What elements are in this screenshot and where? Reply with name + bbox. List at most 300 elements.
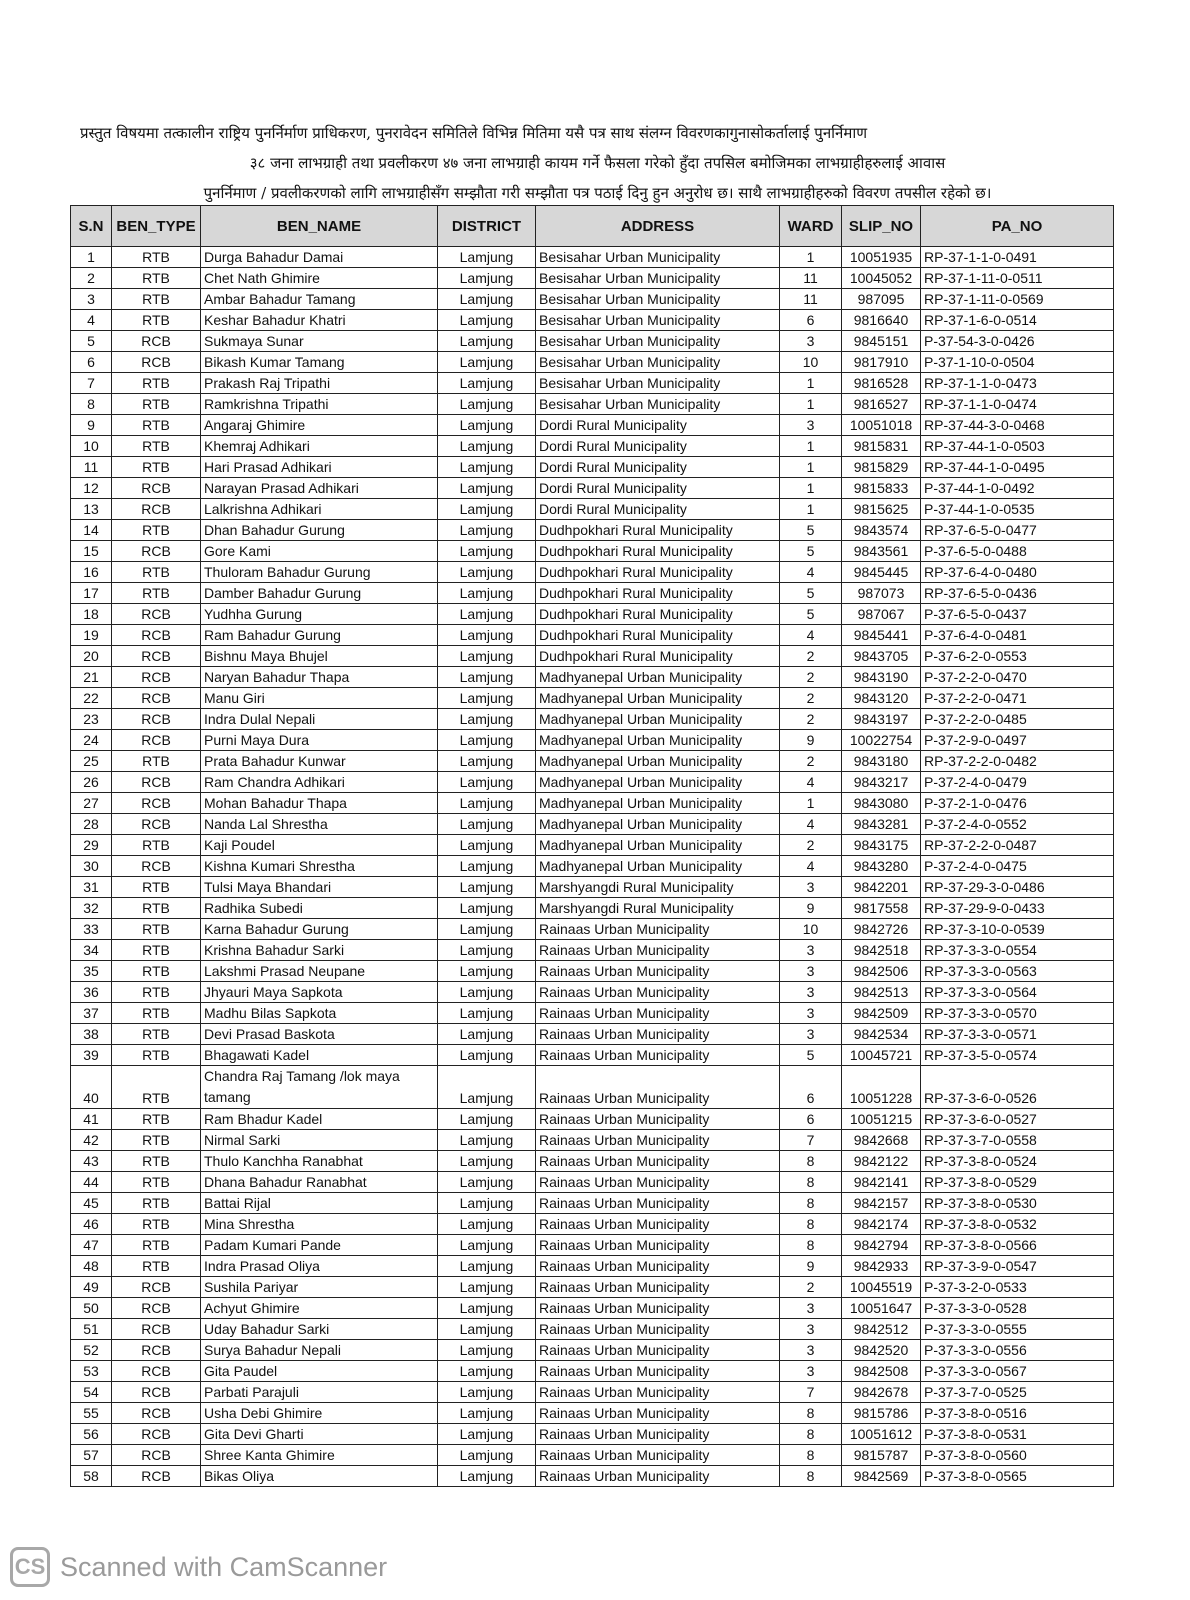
cell-sn: 27 bbox=[71, 793, 112, 814]
cell-slip-no: 9842509 bbox=[842, 1003, 921, 1024]
table-row bbox=[71, 1109, 1114, 1130]
cell-district: Lamjung bbox=[438, 1445, 536, 1466]
cell-ben-type: RTB bbox=[112, 415, 201, 436]
cell-ward: 3 bbox=[780, 1298, 842, 1319]
table-row bbox=[71, 877, 1114, 898]
cell-slip-no: 10022754 bbox=[842, 730, 921, 751]
cell-pa-no: RP-37-2-2-0-0487 bbox=[921, 835, 1114, 856]
table-row bbox=[71, 499, 1114, 520]
cell-district: Lamjung bbox=[438, 688, 536, 709]
cell-sn: 53 bbox=[71, 1361, 112, 1382]
cell-ward: 5 bbox=[780, 1045, 842, 1066]
cell-ben-name: Gore Kami bbox=[201, 541, 438, 562]
cell-district: Lamjung bbox=[438, 499, 536, 520]
cell-address: Dudhpokhari Rural Municipality bbox=[536, 625, 780, 646]
cell-pa-no: P-37-2-2-0-0471 bbox=[921, 688, 1114, 709]
cell-slip-no: 9843217 bbox=[842, 772, 921, 793]
cell-address: Madhyanepal Urban Municipality bbox=[536, 730, 780, 751]
table-row bbox=[71, 1298, 1114, 1319]
cell-address: Rainaas Urban Municipality bbox=[536, 1172, 780, 1193]
cell-ben-name: Jhyauri Maya Sapkota bbox=[201, 982, 438, 1003]
cell-sn: 23 bbox=[71, 709, 112, 730]
cell-sn: 39 bbox=[71, 1045, 112, 1066]
header-pa-no: PA_NO bbox=[921, 206, 1114, 247]
cell-ben-name: Khemraj Adhikari bbox=[201, 436, 438, 457]
cell-ben-type: RTB bbox=[112, 373, 201, 394]
cell-address: Marshyangdi Rural Municipality bbox=[536, 898, 780, 919]
cell-address: Marshyangdi Rural Municipality bbox=[536, 877, 780, 898]
table-row bbox=[71, 1361, 1114, 1382]
cell-pa-no: RP-37-3-8-0-0530 bbox=[921, 1193, 1114, 1214]
cell-address: Madhyanepal Urban Municipality bbox=[536, 688, 780, 709]
cell-ben-name: Nirmal Sarki bbox=[201, 1130, 438, 1151]
cell-address: Madhyanepal Urban Municipality bbox=[536, 814, 780, 835]
cell-slip-no: 9842678 bbox=[842, 1382, 921, 1403]
cell-pa-no: RP-37-1-6-0-0514 bbox=[921, 310, 1114, 331]
cell-district: Lamjung bbox=[438, 730, 536, 751]
table-row bbox=[71, 1214, 1114, 1235]
cell-pa-no: P-37-3-3-0-0555 bbox=[921, 1319, 1114, 1340]
cell-district: Lamjung bbox=[438, 289, 536, 310]
cell-ben-type: RCB bbox=[112, 730, 201, 751]
cell-district: Lamjung bbox=[438, 1466, 536, 1487]
cell-slip-no: 9843190 bbox=[842, 667, 921, 688]
cell-ward: 8 bbox=[780, 1172, 842, 1193]
cell-sn: 36 bbox=[71, 982, 112, 1003]
cell-address: Rainaas Urban Municipality bbox=[536, 1466, 780, 1487]
cell-address: Besisahar Urban Municipality bbox=[536, 289, 780, 310]
cell-address: Besisahar Urban Municipality bbox=[536, 373, 780, 394]
cell-ben-type: RCB bbox=[112, 625, 201, 646]
table-row bbox=[71, 1235, 1114, 1256]
table-row bbox=[71, 1130, 1114, 1151]
cell-pa-no: RP-37-6-5-0-0436 bbox=[921, 583, 1114, 604]
cell-ben-type: RTB bbox=[112, 1045, 201, 1066]
cell-slip-no: 9842122 bbox=[842, 1151, 921, 1172]
table-row bbox=[71, 625, 1114, 646]
cell-sn: 4 bbox=[71, 310, 112, 331]
cell-ben-type: RCB bbox=[112, 772, 201, 793]
cell-district: Lamjung bbox=[438, 856, 536, 877]
cell-sn: 50 bbox=[71, 1298, 112, 1319]
cell-ben-type: RCB bbox=[112, 1382, 201, 1403]
cell-address: Besisahar Urban Municipality bbox=[536, 310, 780, 331]
table-row bbox=[71, 1403, 1114, 1424]
cell-district: Lamjung bbox=[438, 1298, 536, 1319]
cell-pa-no: RP-37-44-1-0-0495 bbox=[921, 457, 1114, 478]
cell-ben-type: RCB bbox=[112, 1319, 201, 1340]
cell-ward: 3 bbox=[780, 940, 842, 961]
cell-sn: 5 bbox=[71, 331, 112, 352]
cell-ben-type: RTB bbox=[112, 1109, 201, 1130]
cell-sn: 22 bbox=[71, 688, 112, 709]
cell-ben-name: Lalkrishna Adhikari bbox=[201, 499, 438, 520]
cell-ben-name: Radhika Subedi bbox=[201, 898, 438, 919]
cell-slip-no: 9816527 bbox=[842, 394, 921, 415]
cell-district: Lamjung bbox=[438, 835, 536, 856]
cell-district: Lamjung bbox=[438, 877, 536, 898]
table-row bbox=[71, 457, 1114, 478]
cell-ben-name: Ambar Bahadur Tamang bbox=[201, 289, 438, 310]
cell-address: Besisahar Urban Municipality bbox=[536, 352, 780, 373]
cell-pa-no: P-37-54-3-0-0426 bbox=[921, 331, 1114, 352]
cell-slip-no: 9843180 bbox=[842, 751, 921, 772]
cell-ward: 8 bbox=[780, 1214, 842, 1235]
cell-slip-no: 10051935 bbox=[842, 247, 921, 268]
cell-district: Lamjung bbox=[438, 793, 536, 814]
cell-ward: 1 bbox=[780, 499, 842, 520]
cell-slip-no: 987067 bbox=[842, 604, 921, 625]
cell-district: Lamjung bbox=[438, 751, 536, 772]
cell-ben-name: Parbati Parajuli bbox=[201, 1382, 438, 1403]
table-row bbox=[71, 289, 1114, 310]
cell-ward: 8 bbox=[780, 1235, 842, 1256]
cell-slip-no: 987073 bbox=[842, 583, 921, 604]
cell-ben-name: Surya Bahadur Nepali bbox=[201, 1340, 438, 1361]
cell-ben-type: RTB bbox=[112, 1066, 201, 1109]
cell-ward: 8 bbox=[780, 1466, 842, 1487]
cell-ward: 3 bbox=[780, 961, 842, 982]
table-row bbox=[71, 688, 1114, 709]
cell-sn: 12 bbox=[71, 478, 112, 499]
cell-pa-no: RP-37-6-4-0-0480 bbox=[921, 562, 1114, 583]
cell-ben-name: Narayan Prasad Adhikari bbox=[201, 478, 438, 499]
cell-address: Rainaas Urban Municipality bbox=[536, 1256, 780, 1277]
cell-district: Lamjung bbox=[438, 247, 536, 268]
cell-sn: 24 bbox=[71, 730, 112, 751]
cell-district: Lamjung bbox=[438, 1130, 536, 1151]
cell-address: Madhyanepal Urban Municipality bbox=[536, 709, 780, 730]
cell-slip-no: 9815625 bbox=[842, 499, 921, 520]
cell-address: Rainaas Urban Municipality bbox=[536, 1445, 780, 1466]
table-row bbox=[71, 856, 1114, 877]
cell-ben-type: RCB bbox=[112, 1403, 201, 1424]
cell-ward: 2 bbox=[780, 835, 842, 856]
cell-ward: 5 bbox=[780, 583, 842, 604]
cell-pa-no: RP-37-1-1-0-0491 bbox=[921, 247, 1114, 268]
cell-pa-no: RP-37-2-2-0-0482 bbox=[921, 751, 1114, 772]
header-ben-name: BEN_NAME bbox=[201, 206, 438, 247]
cell-ward: 1 bbox=[780, 478, 842, 499]
cell-pa-no: P-37-44-1-0-0535 bbox=[921, 499, 1114, 520]
cell-address: Rainaas Urban Municipality bbox=[536, 961, 780, 982]
cell-address: Rainaas Urban Municipality bbox=[536, 1109, 780, 1130]
cell-slip-no: 9817910 bbox=[842, 352, 921, 373]
cell-pa-no: P-37-6-5-0-0437 bbox=[921, 604, 1114, 625]
cell-ben-name: Prata Bahadur Kunwar bbox=[201, 751, 438, 772]
cell-slip-no: 9843120 bbox=[842, 688, 921, 709]
cell-ward: 7 bbox=[780, 1382, 842, 1403]
cell-sn: 49 bbox=[71, 1277, 112, 1298]
cell-pa-no: RP-37-3-3-0-0570 bbox=[921, 1003, 1114, 1024]
cell-district: Lamjung bbox=[438, 520, 536, 541]
table-row bbox=[71, 583, 1114, 604]
cell-pa-no: P-37-44-1-0-0492 bbox=[921, 478, 1114, 499]
cell-sn: 35 bbox=[71, 961, 112, 982]
cell-ben-type: RTB bbox=[112, 919, 201, 940]
cell-district: Lamjung bbox=[438, 1193, 536, 1214]
cell-ben-name: Keshar Bahadur Khatri bbox=[201, 310, 438, 331]
cell-pa-no: P-37-6-5-0-0488 bbox=[921, 541, 1114, 562]
cell-ward: 1 bbox=[780, 793, 842, 814]
cell-sn: 44 bbox=[71, 1172, 112, 1193]
cell-slip-no: 9817558 bbox=[842, 898, 921, 919]
cell-district: Lamjung bbox=[438, 394, 536, 415]
cell-district: Lamjung bbox=[438, 1109, 536, 1130]
watermark-text: Scanned with CamScanner bbox=[60, 1551, 388, 1582]
cell-ben-name: Mina Shrestha bbox=[201, 1214, 438, 1235]
cell-pa-no: P-37-3-7-0-0525 bbox=[921, 1382, 1114, 1403]
cell-ward: 5 bbox=[780, 520, 842, 541]
table-header-row bbox=[71, 206, 1114, 247]
cell-pa-no: RP-37-1-11-0-0511 bbox=[921, 268, 1114, 289]
cell-address: Besisahar Urban Municipality bbox=[536, 268, 780, 289]
header-ben-type: BEN_TYPE bbox=[112, 206, 201, 247]
cell-pa-no: RP-37-29-3-0-0486 bbox=[921, 877, 1114, 898]
cell-sn: 40 bbox=[71, 1066, 112, 1109]
cell-address: Rainaas Urban Municipality bbox=[536, 1403, 780, 1424]
intro-paragraph bbox=[80, 118, 1115, 208]
table-row bbox=[71, 1193, 1114, 1214]
cell-slip-no: 9845151 bbox=[842, 331, 921, 352]
cell-sn: 21 bbox=[71, 667, 112, 688]
cell-ward: 1 bbox=[780, 457, 842, 478]
cell-ben-name: Nanda Lal Shrestha bbox=[201, 814, 438, 835]
cell-district: Lamjung bbox=[438, 352, 536, 373]
cell-address: Besisahar Urban Municipality bbox=[536, 331, 780, 352]
cell-ben-type: RCB bbox=[112, 709, 201, 730]
cell-pa-no: P-37-6-2-0-0553 bbox=[921, 646, 1114, 667]
cell-slip-no: 9842518 bbox=[842, 940, 921, 961]
cell-ben-name: Kishna Kumari Shrestha bbox=[201, 856, 438, 877]
cell-address: Rainaas Urban Municipality bbox=[536, 1193, 780, 1214]
cell-ben-name: Damber Bahadur Gurung bbox=[201, 583, 438, 604]
cell-ben-name: Devi Prasad Baskota bbox=[201, 1024, 438, 1045]
cell-ward: 7 bbox=[780, 1130, 842, 1151]
cell-ward: 10 bbox=[780, 352, 842, 373]
cell-sn: 32 bbox=[71, 898, 112, 919]
cell-slip-no: 9842569 bbox=[842, 1466, 921, 1487]
cell-ward: 3 bbox=[780, 1340, 842, 1361]
table-row bbox=[71, 793, 1114, 814]
cell-ben-type: RCB bbox=[112, 856, 201, 877]
cell-ward: 3 bbox=[780, 877, 842, 898]
cell-address: Dordi Rural Municipality bbox=[536, 457, 780, 478]
cell-ben-type: RCB bbox=[112, 499, 201, 520]
cell-ben-name: Chandra Raj Tamang /lok maya tamang bbox=[201, 1066, 438, 1109]
cell-slip-no: 10045052 bbox=[842, 268, 921, 289]
table-row bbox=[71, 541, 1114, 562]
cell-ben-type: RCB bbox=[112, 688, 201, 709]
cell-district: Lamjung bbox=[438, 1382, 536, 1403]
cell-district: Lamjung bbox=[438, 1403, 536, 1424]
cell-ben-name: Mohan Bahadur Thapa bbox=[201, 793, 438, 814]
cell-slip-no: 9842668 bbox=[842, 1130, 921, 1151]
cell-address: Rainaas Urban Municipality bbox=[536, 1003, 780, 1024]
cell-sn: 2 bbox=[71, 268, 112, 289]
cell-district: Lamjung bbox=[438, 457, 536, 478]
cell-ward: 5 bbox=[780, 604, 842, 625]
cell-address: Rainaas Urban Municipality bbox=[536, 1424, 780, 1445]
cell-address: Rainaas Urban Municipality bbox=[536, 1024, 780, 1045]
cell-ben-type: RTB bbox=[112, 961, 201, 982]
cell-ben-type: RTB bbox=[112, 898, 201, 919]
cell-address: Rainaas Urban Municipality bbox=[536, 1319, 780, 1340]
cell-sn: 1 bbox=[71, 247, 112, 268]
cell-sn: 55 bbox=[71, 1403, 112, 1424]
cell-slip-no: 9843705 bbox=[842, 646, 921, 667]
cell-slip-no: 9842174 bbox=[842, 1214, 921, 1235]
cell-pa-no: RP-37-3-3-0-0571 bbox=[921, 1024, 1114, 1045]
cell-district: Lamjung bbox=[438, 772, 536, 793]
cell-address: Dordi Rural Municipality bbox=[536, 415, 780, 436]
cell-district: Lamjung bbox=[438, 1256, 536, 1277]
table-row bbox=[71, 604, 1114, 625]
table-row bbox=[71, 1151, 1114, 1172]
cell-ben-name: Yudhha Gurung bbox=[201, 604, 438, 625]
cell-ben-type: RCB bbox=[112, 1466, 201, 1487]
cell-ben-type: RTB bbox=[112, 457, 201, 478]
cell-address: Dordi Rural Municipality bbox=[536, 436, 780, 457]
cell-slip-no: 9815831 bbox=[842, 436, 921, 457]
cell-district: Lamjung bbox=[438, 1235, 536, 1256]
cell-ben-name: Bishnu Maya Bhujel bbox=[201, 646, 438, 667]
cell-sn: 56 bbox=[71, 1424, 112, 1445]
cell-ben-type: RCB bbox=[112, 1361, 201, 1382]
table-row bbox=[71, 1445, 1114, 1466]
table-row bbox=[71, 898, 1114, 919]
cell-slip-no: 9842508 bbox=[842, 1361, 921, 1382]
cell-ben-name: Bikas Oliya bbox=[201, 1466, 438, 1487]
cell-slip-no: 9842794 bbox=[842, 1235, 921, 1256]
cell-ben-type: RTB bbox=[112, 751, 201, 772]
cell-district: Lamjung bbox=[438, 1319, 536, 1340]
cell-pa-no: P-37-2-2-0-0485 bbox=[921, 709, 1114, 730]
cell-ben-type: RCB bbox=[112, 1340, 201, 1361]
cell-slip-no: 10045519 bbox=[842, 1277, 921, 1298]
cell-slip-no: 9843080 bbox=[842, 793, 921, 814]
cell-address: Rainaas Urban Municipality bbox=[536, 1045, 780, 1066]
cell-ward: 6 bbox=[780, 310, 842, 331]
table-row bbox=[71, 1319, 1114, 1340]
cell-sn: 29 bbox=[71, 835, 112, 856]
cell-pa-no: RP-37-1-1-0-0473 bbox=[921, 373, 1114, 394]
cell-pa-no: P-37-2-4-0-0479 bbox=[921, 772, 1114, 793]
cell-sn: 43 bbox=[71, 1151, 112, 1172]
cell-sn: 31 bbox=[71, 877, 112, 898]
cell-slip-no: 9842513 bbox=[842, 982, 921, 1003]
table-row bbox=[71, 772, 1114, 793]
table-row bbox=[71, 394, 1114, 415]
cell-address: Dudhpokhari Rural Municipality bbox=[536, 520, 780, 541]
cell-ben-type: RTB bbox=[112, 394, 201, 415]
cell-address: Rainaas Urban Municipality bbox=[536, 1214, 780, 1235]
cell-address: Rainaas Urban Municipality bbox=[536, 1361, 780, 1382]
cell-pa-no: P-37-3-3-0-0556 bbox=[921, 1340, 1114, 1361]
table-row bbox=[71, 268, 1114, 289]
table-row bbox=[71, 352, 1114, 373]
cell-ward: 8 bbox=[780, 1193, 842, 1214]
cell-slip-no: 9816640 bbox=[842, 310, 921, 331]
cell-ben-type: RTB bbox=[112, 1193, 201, 1214]
cell-ward: 11 bbox=[780, 268, 842, 289]
cell-sn: 51 bbox=[71, 1319, 112, 1340]
cell-ben-name: Lakshmi Prasad Neupane bbox=[201, 961, 438, 982]
table-row bbox=[71, 1024, 1114, 1045]
cell-address: Rainaas Urban Municipality bbox=[536, 1235, 780, 1256]
cell-address: Rainaas Urban Municipality bbox=[536, 982, 780, 1003]
cell-district: Lamjung bbox=[438, 1361, 536, 1382]
cell-ward: 1 bbox=[780, 394, 842, 415]
cell-ben-type: RCB bbox=[112, 604, 201, 625]
cell-ben-name: Dhan Bahadur Gurung bbox=[201, 520, 438, 541]
cell-address: Madhyanepal Urban Municipality bbox=[536, 856, 780, 877]
cell-ben-type: RTB bbox=[112, 520, 201, 541]
cell-pa-no: RP-37-3-3-0-0554 bbox=[921, 940, 1114, 961]
cell-ben-type: RTB bbox=[112, 982, 201, 1003]
cell-slip-no: 10051018 bbox=[842, 415, 921, 436]
cell-address: Rainaas Urban Municipality bbox=[536, 1066, 780, 1109]
cell-pa-no: P-37-2-4-0-0552 bbox=[921, 814, 1114, 835]
cell-ben-name: Thulo Kanchha Ranabhat bbox=[201, 1151, 438, 1172]
cell-ben-type: RCB bbox=[112, 1424, 201, 1445]
cell-pa-no: P-37-2-9-0-0497 bbox=[921, 730, 1114, 751]
cell-slip-no: 10051612 bbox=[842, 1424, 921, 1445]
cell-slip-no: 9845441 bbox=[842, 625, 921, 646]
cell-slip-no: 9842506 bbox=[842, 961, 921, 982]
table-row bbox=[71, 310, 1114, 331]
cell-sn: 34 bbox=[71, 940, 112, 961]
cell-ward: 3 bbox=[780, 1361, 842, 1382]
cell-slip-no: 9843574 bbox=[842, 520, 921, 541]
cell-sn: 11 bbox=[71, 457, 112, 478]
cell-sn: 18 bbox=[71, 604, 112, 625]
table-row bbox=[71, 1382, 1114, 1403]
cell-pa-no: P-37-3-8-0-0516 bbox=[921, 1403, 1114, 1424]
cell-district: Lamjung bbox=[438, 478, 536, 499]
cell-slip-no: 9842512 bbox=[842, 1319, 921, 1340]
cell-slip-no: 9843280 bbox=[842, 856, 921, 877]
cell-ward: 9 bbox=[780, 1256, 842, 1277]
cell-sn: 28 bbox=[71, 814, 112, 835]
cell-ben-type: RTB bbox=[112, 1024, 201, 1045]
cell-ward: 2 bbox=[780, 709, 842, 730]
cell-pa-no: RP-37-1-1-0-0474 bbox=[921, 394, 1114, 415]
cell-address: Besisahar Urban Municipality bbox=[536, 394, 780, 415]
cell-ben-name: Bikash Kumar Tamang bbox=[201, 352, 438, 373]
cell-sn: 14 bbox=[71, 520, 112, 541]
cell-pa-no: RP-37-6-5-0-0477 bbox=[921, 520, 1114, 541]
cell-district: Lamjung bbox=[438, 310, 536, 331]
cell-ward: 4 bbox=[780, 856, 842, 877]
cell-pa-no: P-37-1-10-0-0504 bbox=[921, 352, 1114, 373]
cell-ben-name: Thuloram Bahadur Gurung bbox=[201, 562, 438, 583]
cell-sn: 48 bbox=[71, 1256, 112, 1277]
cell-ben-type: RCB bbox=[112, 1445, 201, 1466]
cell-ben-type: RTB bbox=[112, 1256, 201, 1277]
cell-pa-no: P-37-3-8-0-0560 bbox=[921, 1445, 1114, 1466]
cell-ben-type: RTB bbox=[112, 268, 201, 289]
cell-ben-name: Kaji Poudel bbox=[201, 835, 438, 856]
cell-district: Lamjung bbox=[438, 625, 536, 646]
cell-ben-name: Durga Bahadur Damai bbox=[201, 247, 438, 268]
cell-district: Lamjung bbox=[438, 604, 536, 625]
cell-ben-type: RTB bbox=[112, 310, 201, 331]
cell-pa-no: P-37-3-8-0-0565 bbox=[921, 1466, 1114, 1487]
cell-slip-no: 9816528 bbox=[842, 373, 921, 394]
table-row bbox=[71, 667, 1114, 688]
cell-ben-name: Naryan Bahadur Thapa bbox=[201, 667, 438, 688]
